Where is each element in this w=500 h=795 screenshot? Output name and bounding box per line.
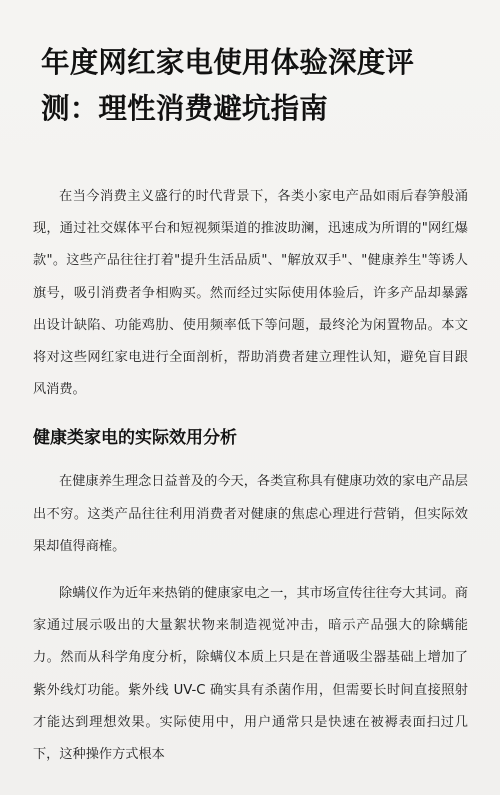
article-title: 年度网红家电使用体验深度评测：理性消费避坑指南: [41, 46, 415, 125]
section-heading: 健康类家电的实际效用分析: [33, 428, 237, 449]
health-appliance-paragraph: 在健康养生理念日益普及的今天，各类宣称具有健康功效的家电产品层出不穷。这类产品往往利用消费者对健康的焦虑心理进行营销，但实际效果却值得商榷。: [33, 474, 468, 554]
mite-remover-paragraph: 除螨仪作为近年来热销的健康家电之一，其市场宣传往往夸大其词。商家通过展示吸出的大量絮状物来制造视觉冲击，暗示产品强大的除螨能力。然而从科学角度分析，除螨仪本质上只是在普通吸尘器基础上增加了紫外线灯功能。紫外线 UV-C 确实具有杀菌作用，但需要长时间直接照射才能达到理想效果。实际使用中，用户通常只是快速在被褥表面扫过几下，这种操作方式根本: [33, 586, 468, 763]
intro-paragraph: 在当今消费主义盛行的时代背景下，各类小家电产品如雨后春笋般涌现，通过社交媒体平台和短视频渠道的推波助澜，迅速成为所谓的"网红爆款"。这些产品往往打着"提升生活品质"、"解放双手"、"健康养生"等诱人旗号，吸引消费者争相购买。然而经过实际使用体验后，许多产品却暴露出设计缺陷、功能鸡肋、使用频率低下等问题，最终沦为闲置物品。本文将对这些网红家电进行全面剖析，帮助消费者建立理性认知，避免盲目跟风消费。: [33, 189, 468, 398]
